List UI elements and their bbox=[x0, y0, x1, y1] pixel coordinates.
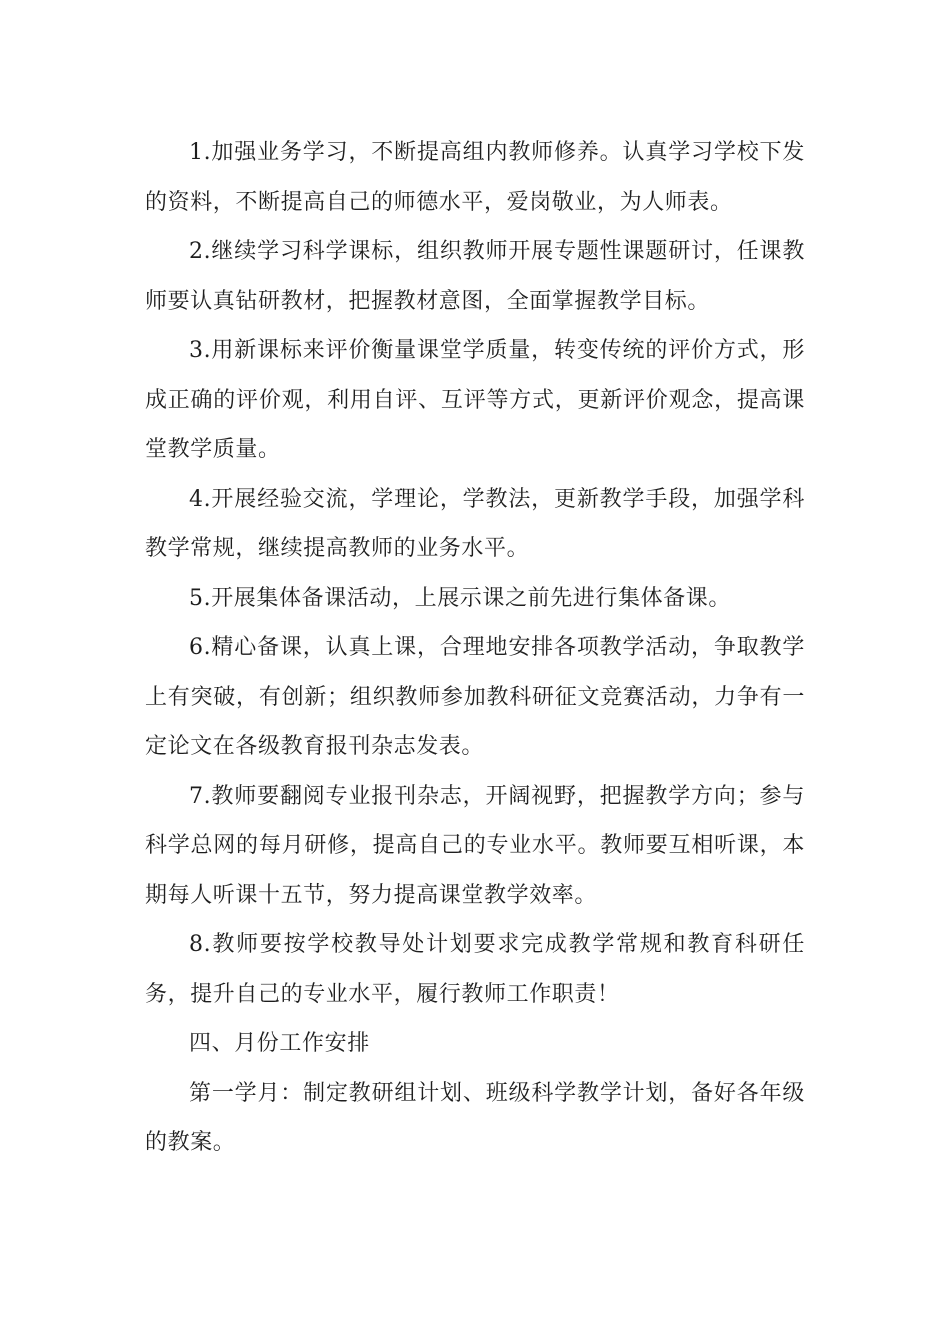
paragraph-item-6: 6.精心备课，认真上课，合理地安排各项教学活动，争取教学上有突破，有创新；组织教师参加教科研征文竞赛活动，力争有一定论文在各级教育报刊杂志发表。 bbox=[145, 635, 805, 759]
paragraph-item-2: 2.继续学习科学课标，组织教师开展专题性课题研讨，任课教师要认真钻研教材，把握教材意图，全面掌握教学目标。 bbox=[145, 239, 805, 314]
paragraph-month-1: 第一学月：制定教研组计划、班级科学教学计划，备好各年级的教案。 bbox=[145, 1080, 805, 1155]
document-body bbox=[145, 128, 805, 1168]
paragraph-item-3: 3.用新课标来评价衡量课堂学质量，转变传统的评价方式，形成正确的评价观，利用自评、互评等方式，更新评价观念，提高课堂教学质量。 bbox=[145, 338, 805, 462]
section-heading: 四、月份工作安排 bbox=[189, 1031, 370, 1056]
paragraph-item-7: 7.教师要翻阅专业报刊杂志，开阔视野，把握教学方向；参与科学总网的每月研修，提高自己的专业水平。教师要互相听课，本期每人听课十五节，努力提高课堂教学效率。 bbox=[145, 783, 805, 908]
paragraph-item-5: 5.开展集体备课活动，上展示课之前先进行集体备课。 bbox=[189, 585, 731, 611]
paragraph-item-8: 8.教师要按学校教导处计划要求完成教学常规和教育科研任务，提升自己的专业水平，履行教师工作职责！ bbox=[145, 932, 805, 1007]
paragraph-item-4: 4.开展经验交流，学理论，学教法，更新教学手段，加强学科教学常规，继续提高教师的业务水平。 bbox=[145, 486, 805, 561]
paragraph-item-1: 1.加强业务学习，不断提高组内教师修养。认真学习学校下发的资料，不断提高自己的师德水平，爱岗敬业，为人师表。 bbox=[145, 140, 805, 215]
